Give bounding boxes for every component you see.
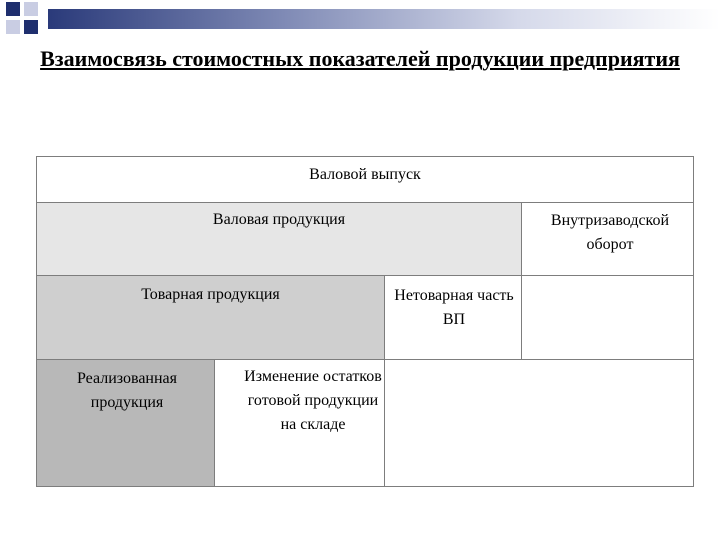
stock-change-cell <box>214 359 385 487</box>
intra-plant-turnover-label: Внутризаводской оборот <box>550 212 670 253</box>
gross-product-label: Валовая продукция <box>212 211 346 228</box>
gross-product-cell <box>36 202 522 276</box>
sold-output-cell <box>36 359 215 487</box>
empty-cell <box>521 275 694 360</box>
stock-change-label: Изменение остатков готовой продукции на складе <box>244 368 382 433</box>
header-band <box>48 9 720 29</box>
empty-cell <box>384 359 694 487</box>
gross-output-label: Валовой выпуск <box>309 166 421 183</box>
commodity-output-label: Товарная продукция <box>141 286 280 303</box>
commodity-output-cell <box>36 275 385 360</box>
non-commodity-part-label: Нетоварная часть ВП <box>394 287 514 328</box>
gross-output-cell <box>36 156 694 203</box>
decor-square <box>24 2 38 16</box>
decor-square <box>6 2 20 16</box>
intra-plant-turnover-cell <box>521 202 694 276</box>
decor-square <box>6 20 20 34</box>
decor-square <box>24 20 38 34</box>
sold-output-label: Реализованная продукция <box>76 370 178 411</box>
page-title: Взаимосвязь стоимостных показателей продукции предприятия <box>40 46 680 71</box>
non-commodity-part-cell <box>384 275 522 360</box>
